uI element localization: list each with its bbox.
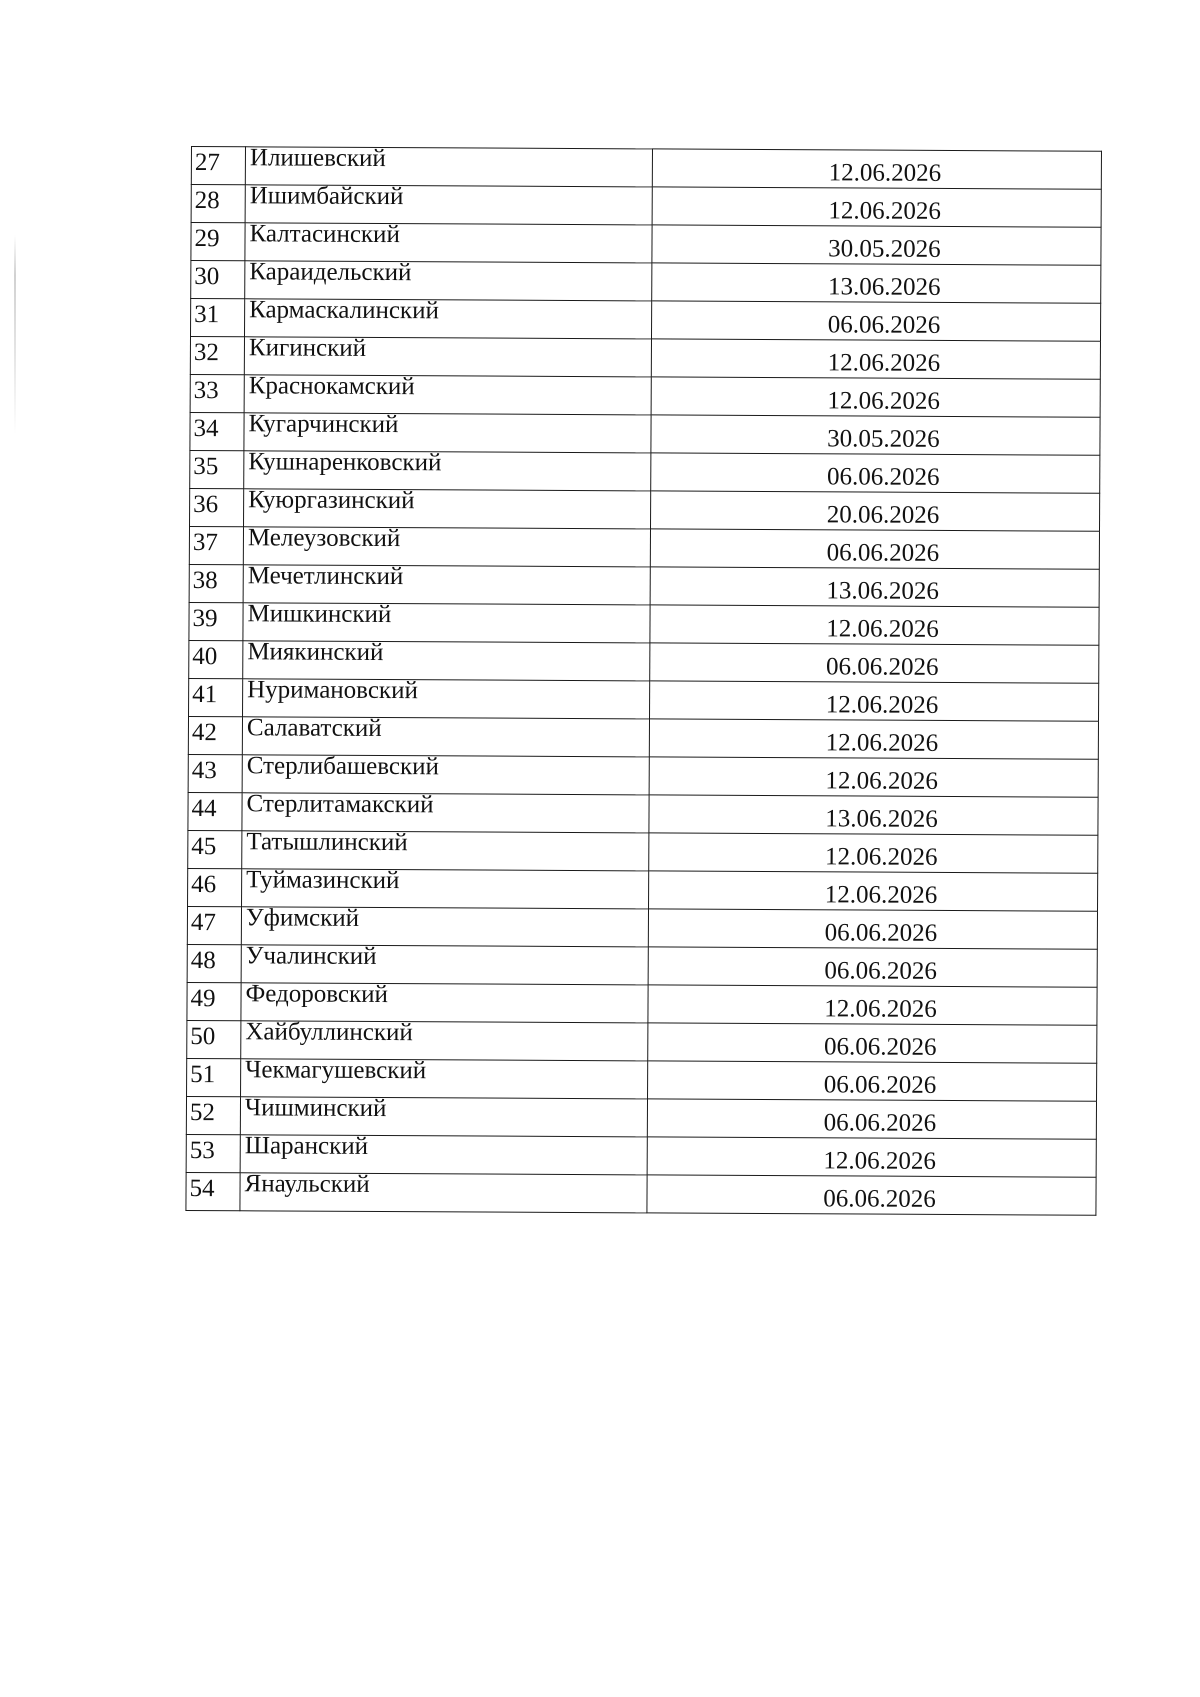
date-cell bbox=[651, 339, 1100, 379]
row-number: 28 bbox=[194, 187, 220, 215]
date-value: 30.05.2026 bbox=[828, 235, 941, 263]
row-number: 53 bbox=[189, 1137, 215, 1165]
district-name-cell bbox=[241, 978, 648, 1018]
row-number: 44 bbox=[191, 795, 217, 823]
date-value: 06.06.2026 bbox=[827, 311, 941, 339]
date-value: 06.06.2026 bbox=[823, 1033, 937, 1061]
district-name: Кармаскалинский bbox=[249, 296, 439, 325]
district-name-cell bbox=[242, 788, 649, 828]
district-name-cell bbox=[242, 864, 649, 904]
date-cell bbox=[647, 1099, 1096, 1139]
district-name-cell bbox=[241, 1016, 648, 1056]
row-number-cell bbox=[191, 261, 245, 299]
date-value: 06.06.2026 bbox=[824, 957, 938, 985]
district-name-cell bbox=[244, 370, 651, 410]
row-number-cell bbox=[186, 1172, 240, 1210]
district-name: Уфимский bbox=[245, 904, 360, 932]
date-cell bbox=[651, 377, 1100, 417]
row-number-cell bbox=[187, 982, 241, 1020]
row-number-cell bbox=[187, 1020, 241, 1058]
row-number: 38 bbox=[192, 567, 218, 595]
district-name-cell bbox=[244, 446, 651, 486]
date-cell bbox=[649, 833, 1098, 873]
row-number-cell bbox=[188, 830, 242, 868]
district-name-cell bbox=[243, 636, 650, 676]
district-name-cell bbox=[245, 294, 652, 334]
row-number: 27 bbox=[194, 149, 220, 177]
district-name: Мишкинский bbox=[247, 600, 392, 629]
row-number-cell bbox=[190, 412, 244, 450]
date-value: 12.06.2026 bbox=[825, 767, 939, 795]
date-cell bbox=[652, 187, 1101, 227]
date-cell bbox=[648, 1061, 1097, 1101]
district-name: Стерлибашевский bbox=[246, 752, 440, 781]
district-name: Янаульский bbox=[244, 1170, 370, 1198]
date-cell bbox=[652, 149, 1101, 189]
row-number-cell bbox=[189, 602, 243, 640]
date-value: 20.06.2026 bbox=[826, 501, 940, 529]
row-number: 47 bbox=[190, 909, 217, 937]
row-number-cell bbox=[189, 526, 243, 564]
date-cell bbox=[649, 719, 1098, 759]
district-name-cell bbox=[242, 750, 649, 790]
district-name-cell bbox=[240, 1092, 647, 1132]
date-cell bbox=[649, 871, 1098, 911]
row-number: 37 bbox=[192, 529, 218, 557]
district-name: Хайбуллинский bbox=[245, 1018, 413, 1047]
district-name-cell bbox=[241, 902, 648, 942]
row-number: 29 bbox=[194, 225, 220, 253]
districts-dates-table bbox=[185, 146, 1102, 1216]
date-cell bbox=[648, 1023, 1097, 1063]
district-name-cell bbox=[241, 940, 648, 980]
district-name: Миякинский bbox=[247, 638, 384, 667]
date-value: 06.06.2026 bbox=[826, 463, 940, 491]
date-value: 06.06.2026 bbox=[824, 919, 938, 947]
date-value: 13.06.2026 bbox=[827, 273, 941, 301]
district-name: Татышлинский bbox=[246, 828, 408, 857]
district-name: Учалинский bbox=[245, 942, 377, 970]
district-name: Шаранский bbox=[244, 1132, 369, 1160]
district-name-cell bbox=[245, 218, 652, 258]
district-name-cell bbox=[242, 712, 649, 752]
row-number: 46 bbox=[191, 871, 217, 899]
row-number: 52 bbox=[189, 1099, 216, 1127]
date-value: 12.06.2026 bbox=[828, 159, 942, 187]
row-number: 40 bbox=[192, 643, 218, 671]
row-number-cell bbox=[191, 147, 245, 185]
row-number-cell bbox=[190, 488, 244, 526]
district-name: Куюргазинский bbox=[248, 486, 415, 515]
district-name-cell bbox=[243, 598, 650, 638]
row-number: 43 bbox=[191, 757, 217, 785]
date-value: 13.06.2026 bbox=[825, 805, 938, 833]
date-value: 12.06.2026 bbox=[824, 881, 938, 909]
district-name: Кигинский bbox=[248, 334, 367, 362]
district-name: Федоровский bbox=[245, 980, 389, 1009]
date-value: 12.06.2026 bbox=[823, 1147, 937, 1175]
date-cell bbox=[648, 909, 1097, 949]
row-number: 39 bbox=[192, 605, 218, 633]
row-number-cell bbox=[190, 337, 244, 375]
district-name: Илишевский bbox=[249, 144, 386, 173]
row-number-cell bbox=[187, 1058, 241, 1096]
district-name-cell bbox=[243, 522, 650, 562]
date-value: 06.06.2026 bbox=[823, 1109, 937, 1137]
date-cell bbox=[650, 567, 1099, 607]
row-number: 34 bbox=[193, 415, 219, 443]
row-number: 33 bbox=[193, 377, 219, 405]
row-number: 32 bbox=[193, 339, 219, 367]
row-number: 41 bbox=[192, 681, 218, 709]
row-number-cell bbox=[188, 754, 242, 792]
date-cell bbox=[650, 643, 1099, 683]
date-value: 13.06.2026 bbox=[826, 577, 939, 605]
row-number-cell bbox=[189, 564, 243, 602]
row-number: 42 bbox=[191, 719, 217, 747]
district-name: Мелеузовский bbox=[247, 524, 401, 553]
row-number: 54 bbox=[189, 1175, 215, 1203]
row-number-cell bbox=[191, 185, 245, 223]
row-number: 30 bbox=[194, 263, 220, 291]
date-cell bbox=[649, 795, 1098, 835]
district-name: Кушнаренковский bbox=[248, 448, 442, 477]
row-number-cell bbox=[186, 1096, 240, 1134]
district-name: Мечетлинский bbox=[247, 562, 404, 591]
district-name-cell bbox=[244, 484, 651, 524]
table-body bbox=[186, 144, 1102, 1216]
row-number-cell bbox=[189, 640, 243, 678]
date-value: 12.06.2026 bbox=[825, 729, 939, 757]
district-name: Ишимбайский bbox=[249, 182, 404, 211]
district-name: Нуримановский bbox=[247, 676, 418, 705]
row-number-cell bbox=[186, 1134, 240, 1172]
district-name: Стерлитамакский bbox=[246, 790, 434, 819]
date-value: 12.06.2026 bbox=[824, 995, 937, 1023]
district-name: Караидельский bbox=[249, 258, 412, 287]
date-cell bbox=[647, 1137, 1096, 1177]
district-name-cell bbox=[240, 1130, 647, 1170]
district-name: Чишминский bbox=[244, 1094, 387, 1123]
date-value: 12.06.2026 bbox=[828, 197, 941, 225]
row-number: 35 bbox=[193, 453, 219, 481]
district-name-cell bbox=[245, 142, 652, 182]
date-cell bbox=[650, 681, 1099, 721]
district-name: Калтасинский bbox=[249, 220, 400, 249]
date-value: 06.06.2026 bbox=[825, 653, 939, 681]
row-number-cell bbox=[187, 906, 241, 944]
district-name-cell bbox=[245, 256, 652, 296]
date-value: 12.06.2026 bbox=[827, 349, 941, 377]
row-number-cell bbox=[191, 223, 245, 261]
date-value: 30.05.2026 bbox=[827, 425, 940, 453]
table-row bbox=[186, 1172, 1096, 1215]
district-name-cell bbox=[243, 560, 650, 600]
row-number: 51 bbox=[190, 1061, 216, 1089]
date-cell bbox=[651, 301, 1100, 341]
date-cell bbox=[652, 263, 1101, 303]
date-cell bbox=[650, 605, 1099, 645]
row-number-cell bbox=[188, 792, 242, 830]
row-number-cell bbox=[189, 678, 243, 716]
row-number-cell bbox=[190, 450, 244, 488]
district-name: Краснокамский bbox=[248, 372, 415, 401]
district-name: Туймазинский bbox=[246, 866, 400, 895]
date-value: 06.06.2026 bbox=[826, 539, 940, 567]
district-name-cell bbox=[242, 826, 649, 866]
district-name-cell bbox=[241, 1054, 648, 1094]
scan-artifact bbox=[14, 235, 16, 435]
date-cell bbox=[652, 225, 1101, 265]
district-name: Кугарчинский bbox=[248, 410, 399, 439]
row-number: 48 bbox=[190, 947, 216, 975]
date-cell bbox=[651, 491, 1100, 531]
date-cell bbox=[648, 947, 1097, 987]
district-name-cell bbox=[244, 332, 651, 372]
row-number-cell bbox=[187, 944, 241, 982]
row-number: 36 bbox=[193, 491, 219, 519]
date-value: 12.06.2026 bbox=[824, 843, 938, 871]
date-value: 12.06.2026 bbox=[825, 691, 939, 719]
row-number-cell bbox=[190, 374, 244, 412]
date-cell bbox=[651, 415, 1100, 455]
date-cell bbox=[648, 985, 1097, 1025]
date-value: 12.06.2026 bbox=[826, 615, 939, 643]
date-cell bbox=[651, 453, 1100, 493]
district-name-cell bbox=[245, 180, 652, 220]
row-number-cell bbox=[188, 716, 242, 754]
date-value: 06.06.2026 bbox=[823, 1185, 936, 1213]
date-cell bbox=[649, 757, 1098, 797]
district-name: Чекмагушевский bbox=[245, 1056, 427, 1085]
date-cell bbox=[650, 529, 1099, 569]
district-name: Салаватский bbox=[246, 714, 382, 743]
date-value: 12.06.2026 bbox=[827, 387, 940, 415]
date-cell bbox=[647, 1175, 1096, 1215]
district-name-cell bbox=[243, 674, 650, 714]
district-name-cell bbox=[240, 1168, 647, 1208]
row-number: 31 bbox=[194, 301, 220, 329]
row-number-cell bbox=[191, 299, 245, 337]
row-number: 45 bbox=[191, 833, 217, 861]
district-name-cell bbox=[244, 408, 651, 448]
date-value: 06.06.2026 bbox=[823, 1071, 937, 1099]
row-number-cell bbox=[188, 868, 242, 906]
row-number: 49 bbox=[190, 985, 216, 1013]
row-number: 50 bbox=[190, 1023, 216, 1051]
